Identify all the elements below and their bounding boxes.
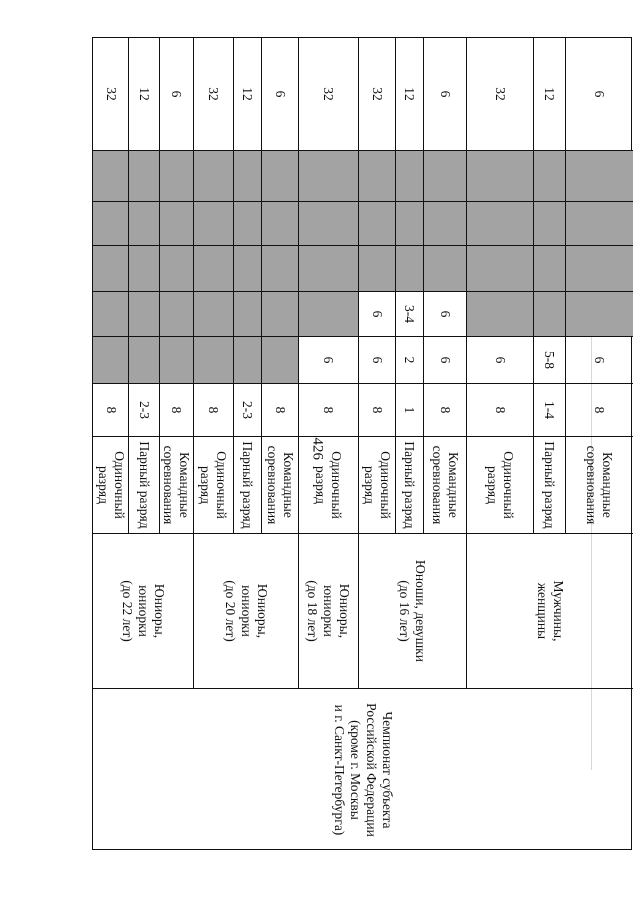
extra-value-cell xyxy=(261,245,298,291)
table-rule xyxy=(395,38,396,533)
c3-value-cell xyxy=(93,291,128,336)
discipline-label-cell xyxy=(193,436,233,533)
c2-value-cell xyxy=(395,336,423,383)
extra-value-cell xyxy=(193,150,233,201)
total-value: 12 xyxy=(541,87,557,101)
extra-value-cell xyxy=(358,150,395,201)
c1-value-cell xyxy=(533,383,565,436)
extra-value-cell xyxy=(93,150,128,201)
extra-value-cell xyxy=(395,201,423,245)
discipline-label-cell xyxy=(93,436,128,533)
extra-value-cell xyxy=(565,150,633,201)
table-rule xyxy=(93,533,633,534)
extra-value-cell xyxy=(233,245,261,291)
table-rule xyxy=(93,336,633,337)
c3-value-cell xyxy=(423,291,466,336)
c3-value-cell xyxy=(565,291,633,336)
total-value: 6 xyxy=(591,90,607,98)
discipline-label: Парный разряд xyxy=(401,440,417,529)
total-value-cell xyxy=(298,38,358,150)
c1-value: 8 xyxy=(103,406,119,413)
c1-value-cell xyxy=(358,383,395,436)
table-rule xyxy=(298,533,299,688)
extra-value-cell xyxy=(298,245,358,291)
table-rule xyxy=(93,291,633,292)
table-rule xyxy=(93,201,633,202)
c1-value: 8 xyxy=(591,406,607,413)
c2-value: 6 xyxy=(591,356,607,363)
c2-value-cell xyxy=(93,336,128,383)
total-value: 12 xyxy=(136,87,152,101)
table-rule xyxy=(93,150,633,151)
c3-value-cell xyxy=(298,291,358,336)
c2-value: 6 xyxy=(492,356,508,363)
c3-value: 6 xyxy=(437,310,453,317)
category-label-cell xyxy=(93,533,193,688)
extra-value-cell xyxy=(233,201,261,245)
event-label-cell xyxy=(93,688,633,851)
table-rule xyxy=(193,38,194,533)
c2-value-cell xyxy=(233,336,261,383)
extra-value-cell xyxy=(466,150,533,201)
extra-value-cell xyxy=(423,245,466,291)
c3-value: 6 xyxy=(369,310,385,317)
table-rule xyxy=(565,38,566,533)
table-rule xyxy=(128,38,129,533)
extra-value-cell xyxy=(233,150,261,201)
extra-value-cell xyxy=(423,201,466,245)
total-value: 32 xyxy=(492,87,508,101)
discipline-label-cell xyxy=(261,436,298,533)
c2-value: 6 xyxy=(320,356,336,363)
table-rule xyxy=(533,38,534,533)
extra-value-cell xyxy=(128,150,159,201)
results-table xyxy=(92,37,632,850)
total-value-cell xyxy=(358,38,395,150)
category-label-cell xyxy=(358,533,466,688)
c1-value-cell xyxy=(423,383,466,436)
extra-value-cell xyxy=(193,245,233,291)
total-value: 32 xyxy=(103,87,119,101)
c2-value-cell xyxy=(533,336,565,383)
extra-value-cell xyxy=(358,245,395,291)
table-rule xyxy=(466,38,467,533)
table-rule xyxy=(261,38,262,533)
discipline-label: Парный разряд xyxy=(541,440,557,529)
discipline-label-cell xyxy=(466,436,533,533)
c1-value-cell xyxy=(93,383,128,436)
event-label: Чемпионат субъекта Российской Федерации (кроме г. Москвы и г. Санкт-Петербурга) xyxy=(332,702,395,837)
extra-value-cell xyxy=(395,150,423,201)
discipline-label-cell xyxy=(358,436,395,533)
c1-value: 2-3 xyxy=(239,400,255,419)
c2-value-cell xyxy=(423,336,466,383)
c3-value-cell xyxy=(128,291,159,336)
c2-value: 6 xyxy=(437,356,453,363)
c1-value: 8 xyxy=(320,406,336,413)
c1-value: 2-3 xyxy=(136,400,152,419)
c2-value: 6 xyxy=(369,356,385,363)
category-label: Юниоры, юниорки (до 22 лет) xyxy=(120,579,167,642)
c1-value-cell xyxy=(466,383,533,436)
c2-value-cell xyxy=(128,336,159,383)
total-value-cell xyxy=(565,38,633,150)
c1-value-cell xyxy=(233,383,261,436)
c3-value-cell xyxy=(233,291,261,336)
extra-value-cell xyxy=(298,201,358,245)
discipline-label: Одиночный разряд xyxy=(361,450,393,519)
c1-value-cell xyxy=(395,383,423,436)
extra-value-cell xyxy=(565,245,633,291)
c1-value-cell xyxy=(128,383,159,436)
c1-value-cell xyxy=(261,383,298,436)
extra-value-cell xyxy=(423,150,466,201)
extra-value-cell xyxy=(159,201,193,245)
c1-value: 8 xyxy=(205,406,221,413)
extra-value-cell xyxy=(93,201,128,245)
c2-value-cell xyxy=(298,336,358,383)
discipline-label-cell xyxy=(395,436,423,533)
discipline-label-cell xyxy=(423,436,466,533)
c1-value-cell xyxy=(193,383,233,436)
total-value-cell xyxy=(423,38,466,150)
c2-value-cell xyxy=(358,336,395,383)
extra-value-cell xyxy=(533,201,565,245)
extra-value-cell xyxy=(261,150,298,201)
table-rule xyxy=(193,533,194,688)
c1-value: 8 xyxy=(369,406,385,413)
extra-value-cell xyxy=(466,201,533,245)
table-rule xyxy=(233,38,234,533)
category-label-cell xyxy=(193,533,298,688)
c2-value: 5-8 xyxy=(541,350,557,369)
c3-value-cell xyxy=(159,291,193,336)
table-rule xyxy=(93,436,633,437)
extra-value-cell xyxy=(533,150,565,201)
discipline-label: Командные соревнования xyxy=(264,445,296,524)
total-value-cell xyxy=(466,38,533,150)
category-label: Юниоры, юниорки (до 18 лет) xyxy=(305,579,352,642)
discipline-label-cell xyxy=(159,436,193,533)
extra-value-cell xyxy=(128,201,159,245)
category-label: Юноши, девушки (до 16 лет) xyxy=(397,559,428,662)
c1-value-cell xyxy=(159,383,193,436)
total-value-cell xyxy=(395,38,423,150)
c1-value: 8 xyxy=(168,406,184,413)
category-label: Мужчины, женщины xyxy=(534,580,566,641)
discipline-label-cell xyxy=(298,436,358,533)
c1-value-cell xyxy=(298,383,358,436)
c1-value: 1-4 xyxy=(541,400,557,419)
discipline-label: Одиночный разряд xyxy=(198,450,229,519)
total-value-cell xyxy=(93,38,128,150)
discipline-label: Командные соревнования xyxy=(161,445,192,524)
discipline-label: Одиночный разряд xyxy=(313,450,344,519)
table-rule xyxy=(298,38,299,533)
c2-value-cell xyxy=(261,336,298,383)
total-value-cell xyxy=(233,38,261,150)
c1-value-cell xyxy=(565,383,633,436)
discipline-label-cell xyxy=(565,436,633,533)
total-value-cell xyxy=(159,38,193,150)
table-rule xyxy=(423,38,424,533)
c3-value-cell xyxy=(358,291,395,336)
table-rule xyxy=(358,38,359,533)
c3-value: 3-4 xyxy=(401,304,417,323)
c2-value-cell xyxy=(193,336,233,383)
c3-value-cell xyxy=(533,291,565,336)
total-value-cell xyxy=(533,38,565,150)
table-rule xyxy=(159,38,160,533)
total-value: 12 xyxy=(239,87,255,101)
table-rule xyxy=(466,533,467,688)
category-label-cell xyxy=(298,533,358,688)
table-rule xyxy=(358,533,359,688)
total-value-cell xyxy=(261,38,298,150)
discipline-label: Командные соревнования xyxy=(429,445,461,524)
total-value: 32 xyxy=(320,87,336,101)
total-value: 12 xyxy=(401,87,417,101)
total-value: 6 xyxy=(272,90,288,98)
c3-value-cell xyxy=(193,291,233,336)
extra-value-cell xyxy=(298,150,358,201)
c1-value: 8 xyxy=(272,406,288,413)
total-value: 32 xyxy=(369,87,385,101)
extra-value-cell xyxy=(193,201,233,245)
c1-value: 1 xyxy=(401,406,417,413)
extra-value-cell xyxy=(565,201,633,245)
extra-value-cell xyxy=(358,201,395,245)
table-rule xyxy=(93,245,633,246)
c3-value-cell xyxy=(261,291,298,336)
discipline-label: Одиночный разряд xyxy=(484,450,516,519)
page-number: 426 xyxy=(309,437,326,460)
discipline-label: Парный разряд xyxy=(239,440,255,529)
extra-value-cell xyxy=(128,245,159,291)
extra-value-cell xyxy=(466,245,533,291)
c2-value-cell xyxy=(466,336,533,383)
c1-value: 8 xyxy=(437,406,453,413)
category-label: Юниоры, юниорки (до 20 лет) xyxy=(222,579,270,642)
c2-value-cell xyxy=(565,336,633,383)
c2-value: 2 xyxy=(401,356,417,363)
table-rule xyxy=(93,383,633,384)
category-label-cell xyxy=(466,533,633,688)
extra-value-cell xyxy=(159,150,193,201)
extra-value-cell xyxy=(93,245,128,291)
discipline-label: Командные соревнования xyxy=(584,445,615,524)
extra-value-cell xyxy=(533,245,565,291)
total-value: 6 xyxy=(168,90,184,98)
table-rule xyxy=(93,688,633,689)
discipline-label-cell xyxy=(533,436,565,533)
c1-value: 8 xyxy=(492,406,508,413)
discipline-label: Парный разряд xyxy=(136,440,152,529)
total-value-cell xyxy=(193,38,233,150)
total-value: 32 xyxy=(205,87,221,101)
total-value: 6 xyxy=(437,90,453,98)
extra-value-cell xyxy=(159,245,193,291)
c3-value-cell xyxy=(466,291,533,336)
total-value-cell xyxy=(128,38,159,150)
discipline-label: Одиночный разряд xyxy=(95,450,127,519)
extra-value-cell xyxy=(395,245,423,291)
discipline-label-cell xyxy=(233,436,261,533)
discipline-label-cell xyxy=(128,436,159,533)
extra-value-cell xyxy=(261,201,298,245)
c2-value-cell xyxy=(159,336,193,383)
c3-value-cell xyxy=(395,291,423,336)
